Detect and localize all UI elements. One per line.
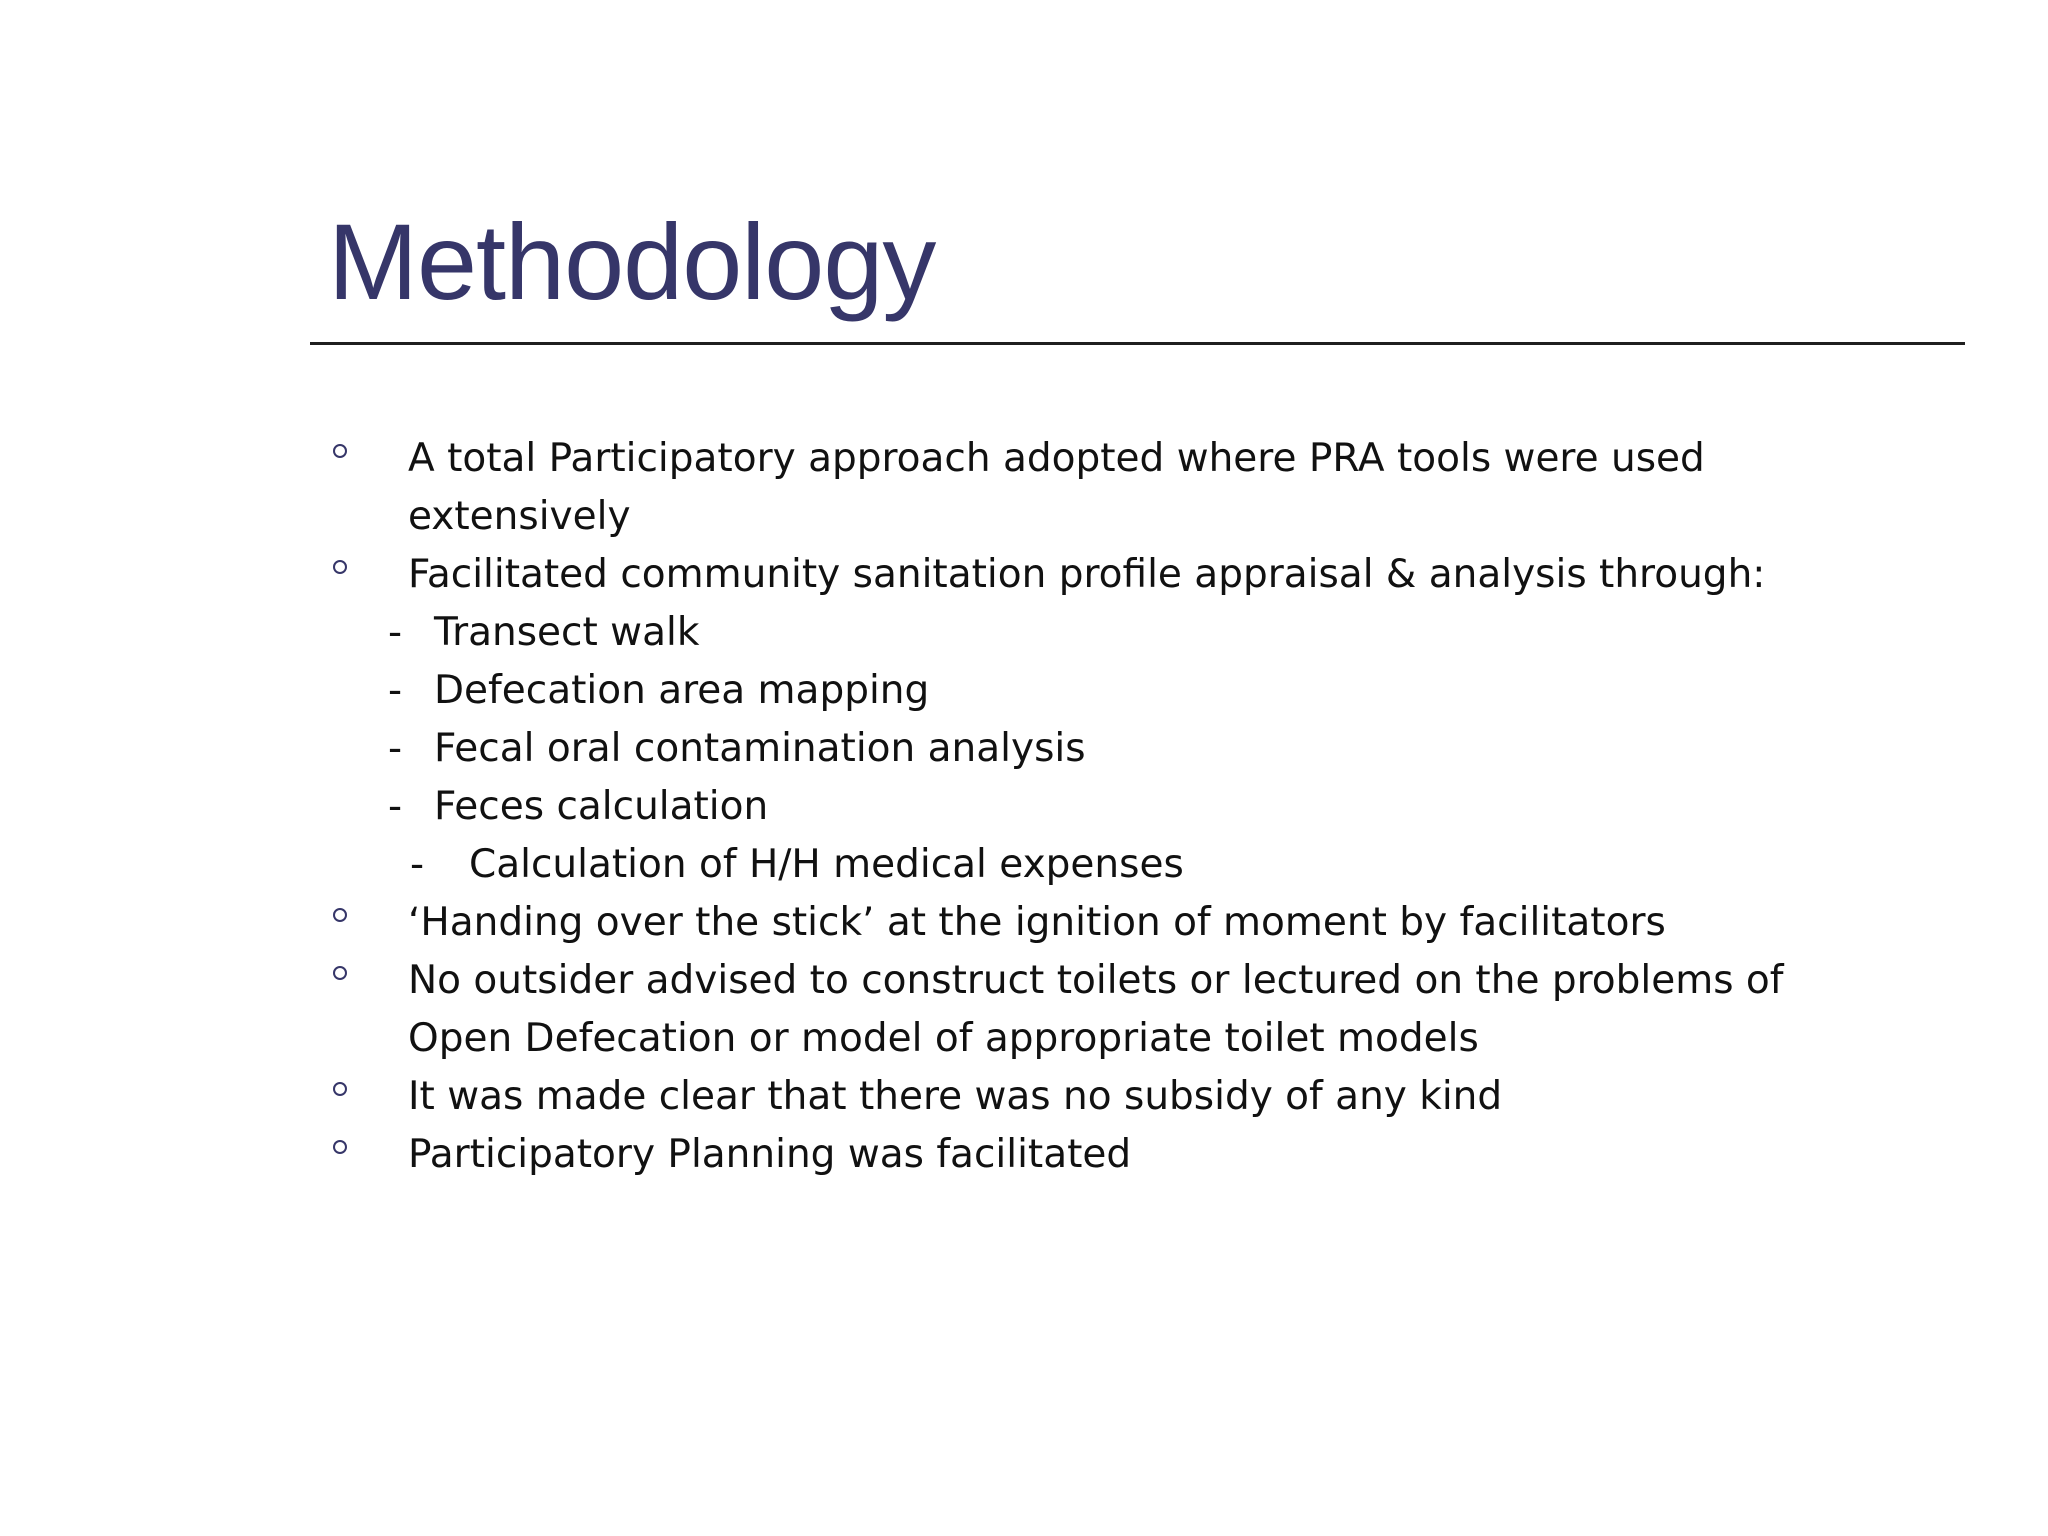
bullet-circle-icon [333, 1082, 347, 1096]
bullet-2-line-1: Facilitated community sanitation profile appraisal & analysis through: [408, 552, 1766, 597]
bullet-circle-icon [333, 560, 347, 574]
sub-item-marker: - [388, 726, 403, 771]
bullet-circle-icon [333, 444, 347, 458]
bullet-3-line-1: ‘Handing over the stick’ at the ignition of moment by facilitators [408, 900, 1666, 945]
slide-title: Methodology [328, 201, 936, 322]
bullet-6-line-1: Participatory Planning was facilitated [408, 1132, 1132, 1177]
sub-item-text: Feces calculation [434, 784, 769, 829]
sub-item-marker: - [388, 784, 403, 829]
bullet-circle-icon [333, 908, 347, 922]
sub-item-marker: - [410, 842, 425, 887]
bullet-4-line-1: No outsider advised to construct toilets or lectured on the problems of [408, 958, 1784, 1003]
bullet-4-line-2: Open Defecation or model of appropriate toilet models [408, 1016, 1479, 1061]
title-divider [310, 342, 1965, 345]
sub-item-text: Transect walk [434, 610, 700, 655]
bullet-5-line-1: It was made clear that there was no subsidy of any kind [408, 1074, 1503, 1119]
bullet-circle-icon [333, 966, 347, 980]
sub-item-text: Calculation of H/H medical expenses [469, 842, 1184, 887]
bullet-circle-icon [333, 1140, 347, 1154]
sub-item-marker: - [388, 668, 403, 713]
sub-item-text: Defecation area mapping [434, 668, 930, 713]
bullet-1-line-1: A total Participatory approach adopted where PRA tools were used [408, 436, 1705, 481]
sub-item-marker: - [388, 610, 403, 655]
bullet-1-line-2: extensively [408, 494, 631, 539]
sub-item-text: Fecal oral contamination analysis [434, 726, 1086, 771]
